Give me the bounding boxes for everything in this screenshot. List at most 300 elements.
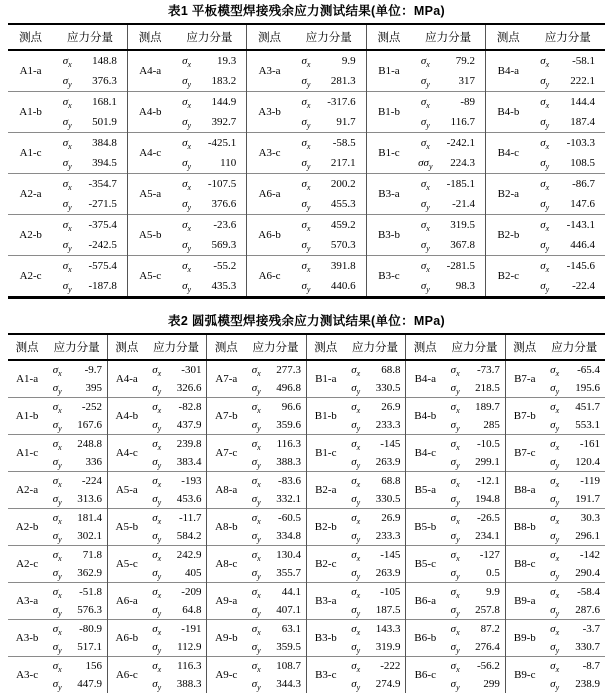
sigma-x-value: 63.1	[267, 620, 306, 639]
sigma-y-value: -271.5	[88, 197, 117, 210]
sigma-x-label	[53, 215, 81, 236]
sigma-x-label	[444, 472, 466, 491]
sigma-y-value: 120.4	[575, 455, 600, 468]
sigma-subscript: y	[545, 79, 550, 89]
sigma-x-value: -55.2	[201, 256, 247, 277]
sigma-subscript: x	[356, 442, 361, 452]
sigma-y-label	[411, 71, 439, 92]
sigma-symbol: σ	[550, 492, 556, 505]
point-header: 测点	[505, 334, 543, 360]
sigma-y-label	[46, 675, 68, 693]
sigma-subscript: x	[187, 59, 192, 69]
point-cell: B7-c	[505, 435, 543, 472]
sigma-y-value: 91.7	[336, 115, 356, 128]
sigma-symbol: σ	[420, 238, 427, 251]
sigma-symbol: σ	[550, 622, 556, 635]
point-cell: B5-c	[406, 546, 444, 583]
sigma-subscript: y	[545, 120, 550, 130]
sigma-subscript: y	[58, 460, 62, 470]
sigma-y-value: 238.9	[575, 677, 600, 690]
sigma-y-value: 285	[483, 418, 500, 431]
component-header: 应力分量	[544, 334, 605, 360]
sigma-subscript: x	[356, 553, 361, 563]
sigma-symbol: σ	[450, 418, 457, 431]
sigma-x-label	[444, 657, 466, 676]
sigma-y-label	[292, 194, 320, 215]
sigma-x-label	[444, 620, 466, 639]
sigma-y-value: 191.7	[575, 492, 600, 505]
sigma-symbol: σ	[540, 156, 546, 169]
point-cell: B8-c	[505, 546, 543, 583]
sigma-subscript: y	[68, 284, 72, 294]
sigma-subscript: x	[257, 405, 261, 415]
point-cell: B7-b	[505, 398, 543, 435]
point-cell: B2-a	[306, 472, 344, 509]
point-cell: A9-b	[207, 620, 245, 657]
sigma-symbol: σ	[540, 279, 546, 292]
sigma-subscript: y	[456, 534, 460, 544]
sigma-y-label	[345, 379, 367, 398]
sigma-symbol: σ	[550, 381, 556, 394]
sigma-symbol: σ	[152, 529, 158, 542]
sigma-y-value: 263.9	[375, 455, 401, 468]
sigma-symbol: σ	[62, 218, 69, 231]
sigma-subscript: y	[157, 423, 162, 433]
sigma-symbol: σ	[301, 218, 307, 231]
sigma-subscript: x	[555, 368, 560, 378]
sigma-y-label	[444, 379, 466, 398]
sigma-subscript: x	[187, 182, 192, 192]
sigma-subscript: x	[257, 664, 261, 674]
sigma-y-label	[531, 71, 559, 92]
sigma-x-value: -575.4	[81, 256, 127, 277]
sigma-symbol: σ	[52, 677, 59, 690]
point-header: 测点	[207, 334, 245, 360]
sigma-symbol: σ	[550, 529, 556, 542]
sigma-x-label	[245, 398, 267, 417]
sigma-symbol: σ	[540, 259, 546, 272]
sigma-subscript: x	[426, 223, 430, 233]
sigma-y-value: 570.3	[330, 238, 356, 251]
component-header: 应力分量	[53, 24, 127, 50]
sigma-x-label	[46, 620, 68, 639]
sigma-x-label	[53, 256, 81, 277]
sigma-subscript: y	[157, 534, 162, 544]
sigma-symbol: σ	[301, 197, 307, 210]
sigma-x-label	[531, 215, 559, 236]
sigma-symbol: σ	[62, 177, 69, 190]
sigma-x-label	[345, 398, 367, 417]
sigma-symbol: σ	[450, 529, 457, 542]
sigma-x-value: -65.4	[577, 363, 600, 376]
sigma-x-label	[544, 435, 566, 454]
sigma-symbol: σ	[251, 677, 258, 690]
point-cell: B1-b	[366, 92, 411, 133]
sigma-subscript: x	[545, 264, 550, 274]
sigma-x-value: 87.2	[466, 620, 505, 639]
sigma-y-label	[173, 153, 201, 174]
sigma-subscript: x	[187, 223, 192, 233]
sigma-subscript: y	[356, 682, 361, 692]
sigma-x-value: 239.8	[168, 435, 207, 454]
sigma-y-label	[544, 564, 566, 583]
sigma-x-value: -301	[181, 363, 202, 376]
sigma-symbol: σ	[450, 381, 457, 394]
stress-row-x	[8, 472, 605, 491]
sigma-y-label	[53, 112, 81, 133]
sigma-subscript: y	[257, 682, 261, 692]
sigma-x-value: -82.8	[168, 398, 207, 417]
point-cell: B2-b	[486, 215, 531, 256]
sigma-symbol: σ	[182, 177, 188, 190]
sigma-y-value: 376.3	[92, 74, 117, 87]
table1-title: 表1 平板模型焊接残余应力测试结果(单位：MPa)	[168, 4, 445, 18]
sigma-subscript: x	[157, 405, 162, 415]
sigma-x-label	[444, 398, 466, 417]
sigma-x-label	[146, 472, 168, 491]
point-cell: A4-b	[107, 398, 145, 435]
sigma-x-value: -58.5	[320, 133, 366, 154]
sigma-y-value: 317	[458, 74, 475, 87]
point-header: 测点	[406, 334, 444, 360]
sigma-y-label	[53, 276, 81, 298]
sigma-subscript: y	[356, 608, 361, 618]
sigma-symbol: σ	[540, 136, 546, 149]
sigma-subscript: x	[426, 141, 430, 151]
sigma-x-label	[173, 174, 201, 195]
sigma-symbol: σ	[62, 156, 69, 169]
sigma-y-label	[444, 638, 466, 657]
sigma-subscript: x	[456, 590, 460, 600]
sigma-symbol: σ	[550, 363, 556, 376]
sigma-x-value: -80.9	[68, 620, 107, 639]
point-header: 测点	[486, 24, 531, 50]
sigma-symbol: σ	[351, 622, 357, 635]
sigma-symbol: σ	[351, 455, 357, 468]
sigma-symbol: σ	[182, 238, 188, 251]
sigma-x-value: 168.1	[81, 92, 127, 113]
sigma-y-label	[544, 638, 566, 657]
sigma-y-label	[345, 638, 367, 657]
sigma-subscript: y	[456, 645, 460, 655]
sigma-y-value: 392.7	[211, 115, 237, 128]
header-row	[8, 24, 605, 50]
sigma-symbol: σ	[351, 677, 357, 690]
sigma-x-label	[53, 50, 81, 71]
sigma-y-value: 576.3	[77, 603, 102, 616]
sigma-y-label	[544, 675, 566, 693]
sigma-y-value: 359.6	[276, 418, 301, 431]
sigma-y-value: 183.2	[211, 74, 237, 87]
sigma-symbol: σ	[420, 95, 427, 108]
sigma-y-value: 355.7	[276, 566, 301, 579]
sigma-subscript: y	[157, 460, 162, 470]
sigma-symbol: σ	[251, 659, 258, 672]
sigma-x-value: -242.1	[439, 133, 485, 154]
sigma-symbol: σ	[152, 511, 158, 524]
sigma-symbol: σ	[301, 156, 307, 169]
sigma-y-value: 326.6	[176, 381, 202, 394]
sigma-x-label	[46, 435, 68, 454]
sigma-symbol: σ	[301, 177, 307, 190]
sigma-symbol: σ	[550, 659, 556, 672]
sigma-symbol: σ	[540, 115, 546, 128]
sigma-symbol: σ	[62, 95, 69, 108]
sigma-x-value: -193	[168, 472, 207, 491]
point-header: 测点	[8, 24, 53, 50]
sigma-x-value: -375.4	[81, 215, 127, 236]
sigma-y-value: 194.8	[475, 492, 500, 505]
sigma-subscript: y	[257, 608, 261, 618]
point-header: 测点	[366, 24, 411, 50]
component-header: 应力分量	[292, 24, 366, 50]
component-header: 应力分量	[173, 24, 247, 50]
sigma-subscript: x	[545, 223, 550, 233]
sigma-symbol: σ	[450, 492, 457, 505]
sigma-symbol: σ	[550, 418, 556, 431]
sigma-y-value: 313.6	[77, 492, 102, 505]
sigma-subscript: x	[157, 627, 162, 637]
sigma-symbol: σ	[251, 400, 258, 413]
stress-row-x	[8, 215, 605, 236]
sigma-y-label	[46, 416, 68, 435]
sigma-symbol: σ	[52, 566, 59, 579]
point-cell: B3-a	[366, 174, 411, 215]
sigma-x-label	[245, 472, 267, 491]
sigma-y-value: 0.5	[486, 566, 500, 579]
sigma-x-label	[46, 398, 68, 417]
sigma-y-value: 296.1	[575, 529, 600, 542]
sigma-subscript: x	[68, 182, 72, 192]
sigma-subscript: x	[58, 553, 62, 563]
sigma-y-value: 517.1	[77, 640, 102, 653]
sigma-symbol: σ	[450, 437, 457, 450]
sigma-x-value: 79.2	[455, 54, 475, 67]
sigma-x-value: -56.2	[466, 657, 505, 676]
sigma-x-value: 130.4	[267, 546, 306, 565]
point-cell: B7-a	[505, 360, 543, 398]
sigma-x-value: 144.9	[201, 92, 247, 113]
sigma-subscript: x	[456, 553, 460, 563]
sigma-x-value: 248.8	[68, 435, 107, 454]
sigma-symbol: σ	[52, 492, 59, 505]
sigma-subscript: x	[68, 264, 72, 274]
point-header: 测点	[107, 334, 145, 360]
sigma-y-label	[245, 601, 267, 620]
header-row	[8, 334, 605, 360]
sigma-subscript: x	[157, 590, 162, 600]
table-header	[8, 24, 605, 50]
sigma-symbol: σ	[152, 363, 158, 376]
sigma-subscript: x	[555, 553, 560, 563]
sigma-subscript: x	[356, 479, 361, 489]
sigma-subscript: y	[356, 460, 361, 470]
sigma-symbol: σ	[351, 640, 357, 653]
sigma-symbol: σ	[351, 585, 357, 598]
sigma-subscript: x	[187, 100, 192, 110]
sigma-subscript: y	[428, 161, 433, 171]
sigma-subscript: y	[58, 386, 62, 396]
sigma-symbol: σ	[152, 677, 158, 690]
sigma-symbol: σ	[182, 156, 188, 169]
sigma-subscript: y	[257, 423, 261, 433]
sigma-symbol: σ	[550, 511, 556, 524]
sigma-x-value: -191	[168, 620, 207, 639]
sigma-x-label	[146, 398, 168, 417]
sigma-subscript: y	[456, 682, 460, 692]
sigma-subscript: x	[555, 627, 560, 637]
sigma-x-label	[173, 50, 201, 71]
sigma-x-label	[411, 133, 439, 154]
sigma-symbol: σ	[301, 279, 307, 292]
point-cell: A3-a	[247, 50, 292, 92]
sigma-x-label	[531, 256, 559, 277]
sigma-symbol: σ	[351, 548, 357, 561]
point-cell: B1-a	[306, 360, 344, 398]
sigma-y-value: 362.9	[77, 566, 102, 579]
sigma-subscript: x	[456, 442, 460, 452]
sigma-y-label	[146, 638, 168, 657]
sigma-subscript: x	[68, 59, 72, 69]
component-header: 应力分量	[46, 334, 107, 360]
sigma-symbol: σ	[52, 603, 59, 616]
sigma-subscript: x	[257, 442, 261, 452]
sigma-subscript: x	[58, 405, 62, 415]
sigma-y-label	[173, 71, 201, 92]
sigma-x-label	[53, 133, 81, 154]
sigma-symbol: σ	[420, 115, 427, 128]
sigma-subscript: x	[257, 553, 261, 563]
sigma-subscript: y	[456, 497, 460, 507]
sigma-x-value: -58.1	[572, 54, 595, 67]
sigma-y-value: 257.8	[475, 603, 500, 616]
sigma-y-value: 263.9	[375, 566, 401, 579]
point-cell: B4-a	[486, 50, 531, 92]
sigma-y-label	[245, 453, 267, 472]
sigma-y-value: 319.9	[375, 640, 401, 653]
sigma-subscript: y	[555, 682, 560, 692]
sigma-y-label	[146, 490, 168, 509]
sigma-x-value: -103.3	[559, 133, 605, 154]
sigma-x-label	[46, 472, 68, 491]
sigma-subscript: y	[555, 423, 560, 433]
stress-row-x	[8, 92, 605, 113]
sigma-x-label	[245, 509, 267, 528]
sigma-subscript: x	[356, 627, 361, 637]
sigma-y-label	[146, 527, 168, 546]
sigma-subscript: y	[58, 571, 62, 581]
sigma-symbol: σ	[420, 54, 427, 67]
sigma-x-label	[544, 472, 566, 491]
sigma-y-label	[53, 235, 81, 256]
sigma-x-label	[345, 546, 367, 565]
sigma-symbol: σ	[301, 74, 307, 87]
point-cell: A1-c	[8, 133, 53, 174]
point-header: 测点	[306, 334, 344, 360]
sigma-y-label	[444, 453, 466, 472]
sigma-symbol: σ	[540, 197, 546, 210]
sigma-symbol: σ	[351, 511, 357, 524]
sigma-symbol: σ	[62, 197, 69, 210]
point-cell: A5-b	[107, 509, 145, 546]
point-cell: A2-b	[8, 215, 53, 256]
sigma-symbol: σ	[301, 238, 307, 251]
sigma-subscript: y	[187, 79, 192, 89]
sigma-symbol: σ	[62, 279, 69, 292]
sigma-subscript: y	[555, 534, 560, 544]
sigma-symbol: σσ	[418, 156, 429, 169]
sigma-symbol: σ	[351, 381, 357, 394]
sigma-symbol: σ	[351, 418, 357, 431]
sigma-x-value: -26.5	[466, 509, 505, 528]
sigma-y-value: 290.4	[575, 566, 600, 579]
sigma-x-value: 19.3	[217, 54, 237, 67]
point-cell: B2-a	[486, 174, 531, 215]
sigma-symbol: σ	[420, 177, 427, 190]
stress-row-x	[8, 50, 605, 71]
sigma-y-label	[146, 601, 168, 620]
sigma-y-label	[46, 379, 68, 398]
sigma-y-label	[544, 416, 566, 435]
sigma-x-value: 143.3	[367, 620, 406, 639]
sigma-symbol: σ	[182, 279, 188, 292]
component-header: 应力分量	[531, 24, 605, 50]
sigma-x-value: 71.8	[68, 546, 107, 565]
sigma-symbol: σ	[251, 437, 258, 450]
sigma-x-value: -317.6	[320, 92, 366, 113]
sigma-x-value: 156	[68, 657, 107, 676]
point-cell: B4-b	[486, 92, 531, 133]
sigma-y-value: 455.3	[330, 197, 356, 210]
sigma-x-label	[544, 620, 566, 639]
table-body	[8, 360, 605, 693]
sigma-y-value: 383.4	[176, 455, 202, 468]
sigma-x-value: 242.9	[168, 546, 207, 565]
sigma-x-value: -281.5	[439, 256, 485, 277]
sigma-subscript: y	[306, 284, 311, 294]
sigma-subscript: x	[545, 100, 550, 110]
sigma-y-label	[46, 453, 68, 472]
sigma-x-value: 148.8	[92, 54, 117, 67]
sigma-symbol: σ	[182, 197, 188, 210]
sigma-x-value: -252	[68, 398, 107, 417]
sigma-symbol: σ	[251, 603, 258, 616]
sigma-subscript: y	[555, 386, 560, 396]
point-cell: A6-a	[247, 174, 292, 215]
sigma-subscript: x	[456, 664, 460, 674]
sigma-x-label	[53, 174, 81, 195]
sigma-x-label	[531, 50, 559, 71]
sigma-y-label	[53, 153, 81, 174]
sigma-x-label	[46, 509, 68, 528]
point-cell: A3-a	[8, 583, 46, 620]
sigma-symbol: σ	[182, 136, 188, 149]
point-cell: B5-b	[406, 509, 444, 546]
sigma-symbol: σ	[52, 418, 59, 431]
sigma-y-value: 359.5	[276, 640, 301, 653]
sigma-symbol: σ	[450, 677, 457, 690]
sigma-y-label	[173, 235, 201, 256]
sigma-symbol: σ	[450, 455, 457, 468]
sigma-y-value: 376.6	[211, 197, 237, 210]
sigma-symbol: σ	[420, 259, 427, 272]
sigma-subscript: y	[356, 645, 361, 655]
sigma-x-label	[411, 215, 439, 236]
sigma-symbol: σ	[62, 54, 69, 67]
point-cell: A7-c	[207, 435, 245, 472]
sigma-x-value: -12.1	[466, 472, 505, 491]
sigma-subscript: x	[68, 100, 72, 110]
